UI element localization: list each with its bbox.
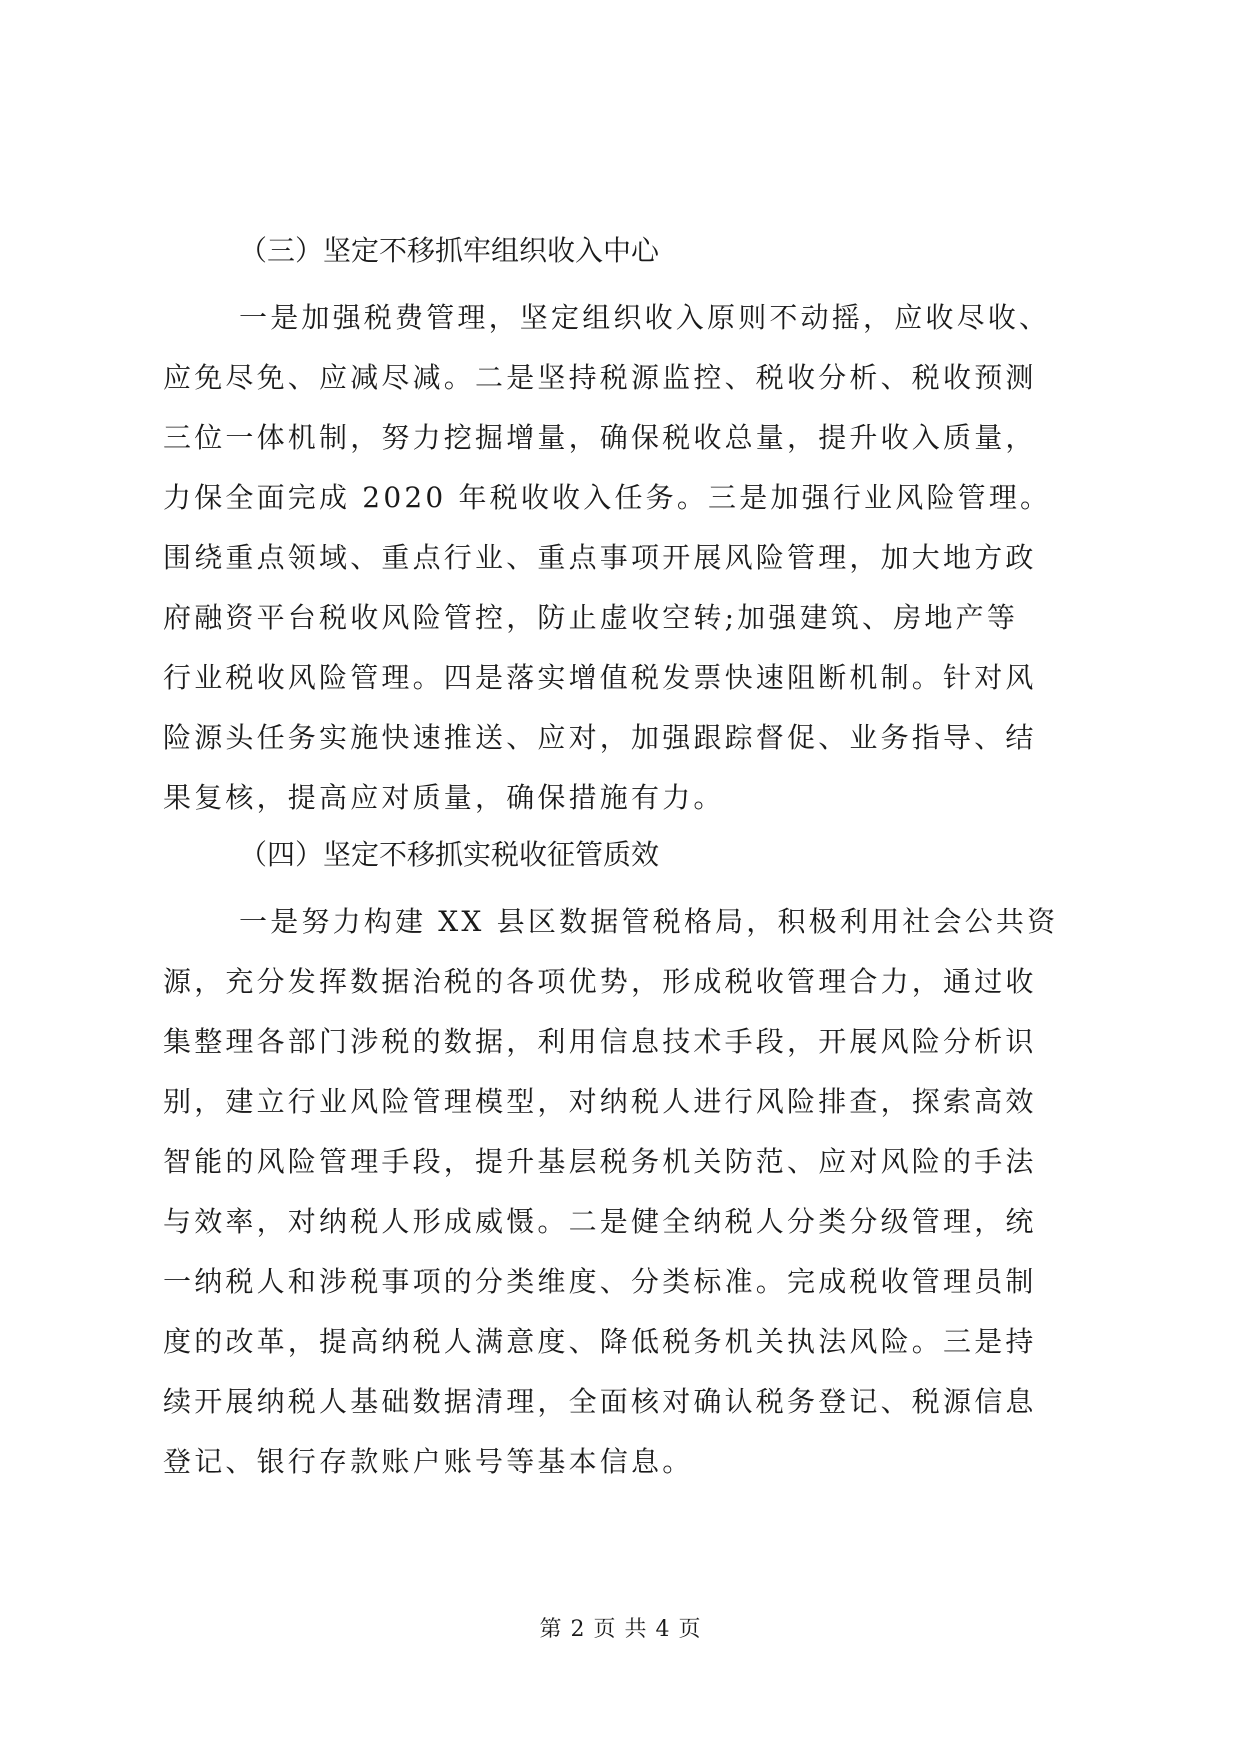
paragraph-line: 行业税收风险管理。四是落实增值税发票快速阻断机制。针对风 (163, 661, 1037, 694)
paragraph-line: 力保全面完成 2020 年税收收入任务。三是加强行业风险管理。 (163, 481, 1052, 514)
paragraph-line: 智能的风险管理手段，提升基层税务机关防范、应对风险的手法 (163, 1145, 1037, 1178)
section-3-paragraph (163, 288, 1083, 828)
paragraph-line: 一纳税人和涉税事项的分类维度、分类标准。完成税收管理员制 (163, 1265, 1037, 1298)
page-number-footer: 第 2 页 共 4 页 (539, 1617, 702, 1642)
paragraph-line: 应免尽免、应减尽减。二是坚持税源监控、税收分析、税收预测 (163, 361, 1037, 394)
paragraph-line: 府融资平台税收风险管控，防止虚收空转;加强建筑、房地产等 (163, 601, 1019, 634)
paragraph-line: 别，建立行业风险管理模型，对纳税人进行风险排查，探索高效 (163, 1085, 1037, 1118)
paragraph-line: 登记、银行存款账户账号等基本信息。 (163, 1445, 694, 1478)
paragraph-line: 续开展纳税人基础数据清理，全面核对确认税务登记、税源信息 (163, 1385, 1037, 1418)
paragraph-line: 果复核，提高应对质量，确保措施有力。 (163, 781, 725, 814)
section-4-paragraph (163, 892, 1083, 1492)
paragraph-line: 一是加强税费管理，坚定组织收入原则不动摇，应收尽收、 (239, 301, 1051, 334)
paragraph-line: 三位一体机制，努力挖掘增量，确保税收总量，提升收入质量， (163, 421, 1037, 454)
paragraph-line: 度的改革，提高纳税人满意度、降低税务机关执法风险。三是持 (163, 1325, 1037, 1358)
paragraph-line: 险源头任务实施快速推送、应对，加强跟踪督促、业务指导、结 (163, 721, 1037, 754)
paragraph-line: 与效率，对纳税人形成威慑。二是健全纳税人分类分级管理，统 (163, 1205, 1037, 1238)
section-heading-4: （四）坚定不移抓实税收征管质效 (239, 838, 660, 871)
paragraph-line: 一是努力构建 XX 县区数据管税格局，积极利用社会公共资 (239, 905, 1059, 938)
paragraph-line: 围绕重点领域、重点行业、重点事项开展风险管理，加大地方政 (163, 541, 1037, 574)
paragraph-line: 源，充分发挥数据治税的各项优势，形成税收管理合力，通过收 (163, 965, 1037, 998)
paragraph-line: 集整理各部门涉税的数据，利用信息技术手段，开展风险分析识 (163, 1025, 1037, 1058)
document-body (163, 226, 1083, 1492)
section-heading-3: （三）坚定不移抓牢组织收入中心 (239, 234, 660, 267)
